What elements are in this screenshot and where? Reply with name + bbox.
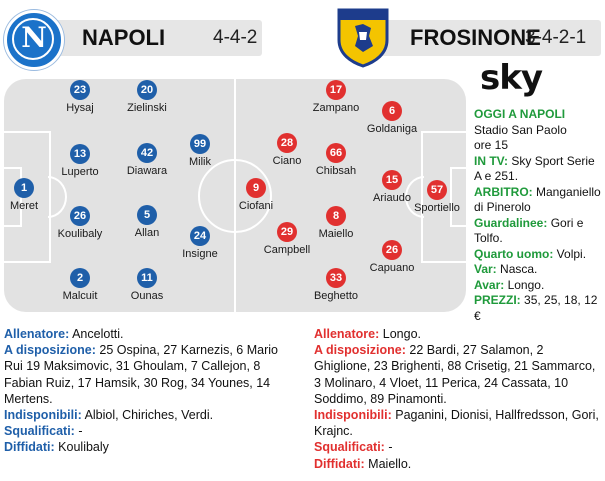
player-name: Insigne — [182, 248, 218, 260]
away-bench — [314, 342, 602, 407]
player-name: Ciofani — [238, 200, 274, 212]
home-unavailable-value: Albiol, Chiriches, Verdi. — [84, 408, 214, 423]
home-player — [112, 80, 182, 114]
player-number: 99 — [190, 134, 210, 154]
player-number: 6 — [382, 101, 402, 121]
player-name: Hysaj — [66, 102, 94, 114]
home-suspended-value: - — [78, 424, 83, 439]
player-name: Zielinski — [127, 102, 167, 114]
prices-value: 35, 25, 18, 12 € — [474, 293, 598, 323]
away-warned — [314, 456, 602, 472]
away-warned-value: Maiello. — [368, 456, 412, 471]
kickoff-time: ore 15 — [474, 138, 509, 152]
player-name: Beghetto — [313, 290, 359, 302]
today-label: OGGI A NAPOLI — [474, 107, 566, 121]
var-value: Nasca. — [500, 262, 538, 276]
away-warned-label: Diffidati: — [314, 456, 365, 471]
player-number: 26 — [70, 206, 90, 226]
away-team-name: FROSINONE — [410, 25, 541, 50]
player-number: 23 — [70, 80, 90, 100]
linesmen-value: Gori e Tolfo. — [474, 215, 584, 245]
var-line — [474, 262, 604, 278]
home-coach — [4, 326, 292, 342]
away-unavailable-value: Paganini, Dionisi, Hallfredsson, Gori, Krajnc. — [314, 408, 599, 439]
avar-label: Avar: — [474, 277, 505, 292]
avar-value: Longo. — [507, 277, 545, 292]
home-formation: 4-4-2 — [213, 27, 258, 48]
player-number: 1 — [14, 178, 34, 198]
home-bench-label: A disposizione: — [4, 343, 96, 358]
linesmen-label: Guardalinee: — [474, 215, 548, 230]
tv-line — [474, 154, 604, 185]
player-number: 42 — [137, 143, 157, 163]
player-number: 20 — [137, 80, 157, 100]
player-name: Goldaniga — [366, 123, 418, 135]
player-name: Malcuit — [62, 290, 98, 302]
home-unavailable-label: Indisponibili: — [4, 408, 82, 423]
referee-label: ARBITRO: — [474, 184, 533, 199]
home-suspended — [4, 423, 292, 439]
player-name: Zampano — [312, 102, 360, 114]
player-number: 33 — [326, 268, 346, 288]
home-bench — [4, 342, 292, 407]
napoli-crest — [4, 10, 64, 70]
away-coach-value: Longo. — [382, 327, 422, 341]
player-name: Koulibaly — [57, 228, 103, 240]
home-suspended-label: Squalificati: — [4, 424, 75, 439]
home-warned-label: Diffidati: — [4, 440, 55, 455]
home-team-name: NAPOLI — [82, 25, 166, 50]
player-name: Diawara — [126, 165, 168, 177]
away-suspended-value: - — [388, 440, 393, 455]
home-warned — [4, 439, 292, 455]
away-unavailable — [314, 407, 602, 439]
avar-line — [474, 278, 604, 294]
player-name: Luperto — [61, 166, 99, 178]
away-player — [301, 80, 371, 114]
player-name: Sportiello — [414, 202, 460, 214]
player-number: 17 — [326, 80, 346, 100]
away-player — [252, 133, 322, 167]
fourth-official-line — [474, 247, 604, 263]
away-player — [221, 178, 291, 212]
tv-value: Sky Sport Serie A e 251. — [474, 153, 595, 183]
home-player — [45, 268, 115, 302]
home-player — [112, 268, 182, 302]
away-details — [314, 326, 602, 472]
frosinone-crest — [333, 6, 393, 68]
away-formation: 3-4-2-1 — [525, 27, 587, 48]
away-player — [301, 268, 371, 302]
player-name: Ciano — [272, 155, 302, 167]
player-number: 28 — [277, 133, 297, 153]
player-number: 26 — [382, 240, 402, 260]
player-name: Chibsah — [315, 165, 357, 177]
player-name: Ounas — [130, 290, 164, 302]
var-label: Var: — [474, 262, 497, 276]
home-unavailable — [4, 407, 292, 423]
away-coach-label: Allenatore: — [314, 327, 380, 341]
prices-line — [474, 293, 604, 324]
player-number: 5 — [137, 205, 157, 225]
player-name: Maiello — [318, 228, 354, 240]
referee-line — [474, 185, 604, 216]
away-unavailable-label: Indisponibili: — [314, 408, 392, 423]
home-coach-label: Allenatore: — [4, 327, 70, 341]
home-player — [45, 144, 115, 178]
away-coach — [314, 326, 602, 342]
napoli-crest-letter: N — [21, 21, 47, 54]
prices-label: PREZZI: — [474, 293, 521, 307]
away-bench-label: A disposizione: — [314, 343, 406, 358]
home-player — [165, 134, 235, 168]
home-player — [45, 206, 115, 240]
player-name: Ariaudo — [373, 192, 411, 204]
away-player — [252, 222, 322, 256]
player-number: 2 — [70, 268, 90, 288]
linesmen-line — [474, 216, 604, 247]
away-bench-value: 22 Bardi, 27 Salamon, 2 Ghiglione, 23 Brighenti, 88 Crisetig, 21 Sammarco, 3 Molinaro, 4 Vloet, 11 Perica, 24 Cassata, 10 Soddimo, 89 Pinamonti. — [314, 343, 596, 406]
match-info — [474, 107, 604, 324]
home-coach-value: Ancelotti. — [72, 327, 124, 341]
player-number: 9 — [246, 178, 266, 198]
away-suspended-label: Squalificati: — [314, 440, 385, 455]
player-number: 57 — [427, 180, 447, 200]
referee-value: Manganiello di Pinerolo — [474, 184, 601, 214]
home-player — [165, 226, 235, 260]
player-name: Allan — [134, 227, 160, 239]
player-number: 29 — [277, 222, 297, 242]
home-bench-value: 25 Ospina, 27 Karnezis, 6 Mario Rui 19 Maksimovic, 31 Ghoulam, 7 Callejon, 8 Fabian Ruiz, 17 Hamsik, 30 Rog, 34 Younes, 14 Mertens. — [4, 343, 278, 406]
sky-logo: sky — [480, 58, 543, 98]
player-number: 8 — [326, 206, 346, 226]
player-name: Campbell — [263, 244, 311, 256]
stadium: Stadio San Paolo — [474, 122, 567, 137]
player-number: 24 — [190, 226, 210, 246]
player-name: Capuano — [369, 262, 415, 274]
player-number: 15 — [382, 170, 402, 190]
fourth-official-label: Quarto uomo: — [474, 246, 554, 261]
fourth-official-value: Volpi. — [556, 246, 587, 261]
away-suspended — [314, 439, 602, 455]
home-details — [4, 326, 292, 456]
player-number: 66 — [326, 143, 346, 163]
player-name: Meret — [9, 200, 39, 212]
player-number: 11 — [137, 268, 157, 288]
tv-label: IN TV: — [474, 153, 509, 168]
home-warned-value: Koulibaly — [58, 440, 109, 455]
player-number: 13 — [70, 144, 90, 164]
player-name: Milik — [189, 156, 211, 168]
home-player — [45, 80, 115, 114]
